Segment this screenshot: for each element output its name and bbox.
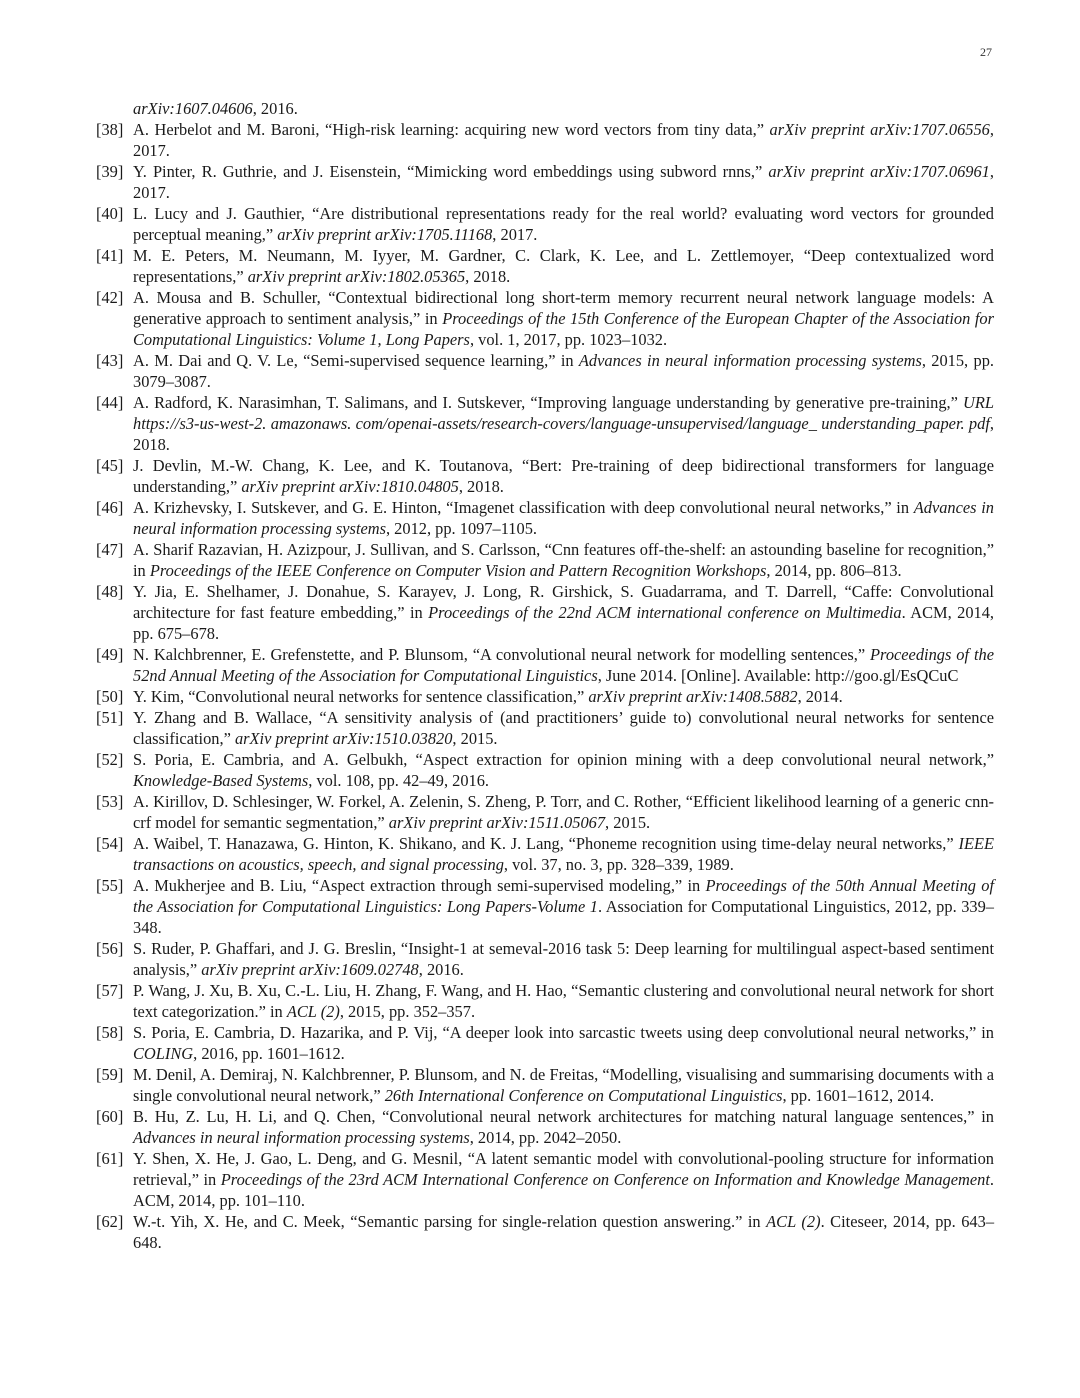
reference-segment: Y. Pinter, R. Guthrie, and J. Eisenstein, “Mimicking word embeddings using subword rnns,” [133,162,769,181]
reference-text [133,1065,994,1105]
reference-segment: M. Denil, A. Demiraj, N. Kalchbrenner, P. Blunsom, and N. de Freitas, “Modelling, visualising and summarising documents with a single convolutional neural network,” [133,1065,994,1105]
reference-venue: arXiv preprint arXiv:1705.11168 [277,225,493,244]
reference-venue: Advances in neural information processing systems [133,1128,470,1147]
reference-segment: , 2015, pp. 352–357. [339,1002,476,1021]
reference-entry [96,980,994,1022]
reference-text [133,498,994,538]
reference-segment: , 2016, pp. 1601–1612. [193,1044,345,1063]
reference-text [133,456,994,496]
reference-text [133,288,994,349]
reference-segment: , 2015. [605,813,651,832]
reference-number: [44] [96,393,124,412]
reference-number: [56] [96,939,124,958]
reference-segment: . ACM, 2014, pp. 675–678. [133,603,994,643]
reference-segment: A. Sharif Razavian, H. Azizpour, J. Sullivan, and S. Carlsson, “Cnn features off-the-shelf: an astounding baseline for recognition,” in [133,540,994,580]
reference-entry [96,938,994,980]
reference-entry [96,1148,994,1211]
reference-venue: COLING [133,1044,194,1063]
reference-entry [96,581,994,644]
reference-number: [39] [96,162,124,181]
reference-segment: , 2012, pp. 1097–1105. [385,519,537,538]
reference-entries [96,119,994,1253]
reference-entry [96,245,994,287]
reference-venue: Advances in neural information processing systems [578,351,922,370]
reference-segment: , 2017. [133,162,994,202]
reference-segment: L. Lucy and J. Gauthier, “Are distributional representations ready for the real world? evaluating word vectors for grounded perceptual meaning,” [133,204,994,244]
reference-segment: A. Mousa and B. Schuller, “Contextual bidirectional long short-term memory recurrent neural network language models: A generative approach to sentiment analysis,” in [133,288,994,328]
reference-text [133,792,994,832]
reference-entry [96,161,994,203]
reference-entry [96,791,994,833]
reference-segment: A. Mukherjee and B. Liu, “Aspect extraction through semi-supervised modeling,” in [133,876,706,895]
reference-entry [96,1211,994,1253]
reference-segment: B. Hu, Z. Lu, H. Li, and Q. Chen, “Convolutional neural network architectures for matching natural language sentences,” in [133,1107,994,1126]
reference-number: [38] [96,120,124,139]
reference-segment: A. M. Dai and Q. V. Le, “Semi-supervised sequence learning,” in [133,351,579,370]
reference-segment: Y. Zhang and B. Wallace, “A sensitivity analysis of (and practitioners’ guide to) convolutional neural networks for sentence classification,” [133,708,994,748]
reference-segment: , 2014. [797,687,843,706]
reference-number: [51] [96,708,124,727]
reference-entry [96,119,994,161]
reference-segment: Y. Kim, “Convolutional neural networks for sentence classification,” [133,687,589,706]
reference-venue: Proceedings of the IEEE Conference on Computer Vision and Pattern Recognition Workshops [149,561,767,580]
reference-entry [96,203,994,245]
reference-entry [96,707,994,749]
reference-text [133,1023,994,1063]
reference-continuation [96,98,994,119]
reference-venue: Proceedings of the 50th Annual Meeting of the Association for Computational Linguistics: Long Papers-Volume 1 [133,876,994,916]
reference-venue: Proceedings of the 23rd ACM International Conference on Conference on Information and Knowledge Management [220,1170,990,1189]
reference-entry [96,1064,994,1106]
reference-segment: , 2014, pp. 2042–2050. [469,1128,622,1147]
reference-segment: . Citeseer, 2014, pp. 643–648. [133,1212,995,1252]
reference-entry [96,539,994,581]
reference-number: [59] [96,1065,124,1084]
reference-venue: IEEE transactions on acoustics, speech, and signal processing [133,834,994,874]
reference-segment: , 2018. [465,267,511,286]
reference-text [133,120,994,160]
reference-segment: A. Waibel, T. Hanazawa, G. Hinton, K. Shikano, and K. J. Lang, “Phoneme recognition using time-delay neural networks,” [133,834,959,853]
reference-segment: , June 2014. [Online]. Available: http://goo.gl/EsQCuC [597,666,959,685]
reference-venue: arXiv preprint arXiv:1707.06556 [769,120,990,139]
reference-number: [43] [96,351,124,370]
reference-segment: W.-t. Yih, X. He, and C. Meek, “Semantic parsing for single-relation question answering.” in [133,1212,767,1231]
reference-text [133,834,994,874]
reference-number: [48] [96,582,124,601]
reference-segment: S. Poria, E. Cambria, D. Hazarika, and P. Vij, “A deeper look into sarcastic tweets using deep convolutional neural networks,” in [133,1023,994,1042]
reference-segment: , vol. 108, pp. 42–49, 2016. [308,771,490,790]
reference-venue: arXiv preprint arXiv:1511.05067 [388,813,606,832]
reference-venue: arXiv:1607.04606 [133,99,253,118]
reference-entry [96,455,994,497]
reference-segment: . Association for Computational Linguistics, 2012, pp. 339–348. [133,897,994,937]
reference-entry [96,287,994,350]
reference-venue: arXiv preprint arXiv:1408.5882 [588,687,798,706]
reference-text [133,393,994,454]
reference-tail: , 2016. [252,99,298,118]
reference-number: [61] [96,1149,124,1168]
reference-text [133,162,994,202]
reference-venue: arXiv preprint arXiv:1510.03820 [234,729,453,748]
reference-text [133,939,994,979]
reference-number: [53] [96,792,124,811]
reference-segment: J. Devlin, M.-W. Chang, K. Lee, and K. Toutanova, “Bert: Pre-training of deep bidirectional transformers for language understanding,” [133,456,994,496]
reference-venue: ACL (2) [286,1002,340,1021]
reference-entry [96,875,994,938]
reference-text [133,204,994,244]
reference-number: [42] [96,288,124,307]
reference-number: [58] [96,1023,124,1042]
reference-segment: . ACM, 2014, pp. 101–110. [133,1170,994,1210]
reference-number: [62] [96,1212,124,1231]
reference-text [133,687,843,706]
reference-segment: , 2014, pp. 806–813. [766,561,902,580]
reference-entry [96,497,994,539]
reference-segment: , 2015. [452,729,498,748]
reference-venue: Proceedings of the 22nd ACM international conference on Multimedia [428,603,902,622]
reference-segment: , 2017. [492,225,538,244]
reference-text [133,351,994,391]
reference-text [133,1212,994,1252]
reference-list [96,98,994,1253]
reference-text [133,582,994,643]
reference-segment: , 2018. [133,414,994,454]
reference-number: [47] [96,540,124,559]
reference-number: [57] [96,981,124,1000]
reference-text [133,981,994,1021]
reference-number: [46] [96,498,124,517]
reference-segment: A. Kirillov, D. Schlesinger, W. Forkel, A. Zelenin, S. Zheng, P. Torr, and C. Rother, “Efficient likelihood learning of a generic cnn-crf model for semantic segmentation,” [133,792,994,832]
reference-segment: , 2015, pp. 3079–3087. [133,351,994,391]
reference-segment: , 2016. [418,960,464,979]
reference-entry [96,644,994,686]
reference-entry [96,1022,994,1064]
reference-segment: P. Wang, J. Xu, B. Xu, C.-L. Liu, H. Zhang, F. Wang, and H. Hao, “Semantic clustering and convolutional neural network for short text categorization.” in [133,981,994,1021]
reference-segment: Y. Shen, X. He, J. Gao, L. Deng, and G. Mesnil, “A latent semantic model with convolutional-pooling structure for information retrieval,” in [133,1149,994,1189]
reference-segment: N. Kalchbrenner, E. Grefenstette, and P. Blunsom, “A convolutional neural network for modelling sentences,” [133,645,871,664]
reference-venue: arXiv preprint arXiv:1609.02748 [201,960,419,979]
reference-number: [55] [96,876,124,895]
reference-segment: , pp. 1601–1612, 2014. [782,1086,935,1105]
reference-venue: Proceedings of the 15th Conference of the European Chapter of the Association for Computational Linguistics: Volume 1, Long Papers [133,309,994,349]
reference-segment: M. E. Peters, M. Neumann, M. Iyyer, M. Gardner, C. Clark, K. Lee, and L. Zettlemoyer, “Deep contextualized word representations,” [133,246,994,286]
reference-venue: Knowledge-Based Systems [133,771,309,790]
reference-entry [96,392,994,455]
reference-segment: , 2017. [133,120,994,160]
reference-number: [45] [96,456,124,475]
reference-text [133,246,994,286]
reference-text [133,1107,994,1147]
reference-text [133,645,994,685]
reference-entry [96,749,994,791]
reference-text [133,876,994,937]
reference-number: [41] [96,246,124,265]
reference-segment: S. Poria, E. Cambria, and A. Gelbukh, “Aspect extraction for opinion mining with a deep convolutional neural network,” [133,750,994,769]
reference-venue: URL https://s3-us-west-2. amazonaws. com/openai-assets/research-covers/language-unsupervised/language_ understanding_paper. pdf [133,393,994,433]
reference-venue: Advances in neural information processing systems [133,498,994,538]
reference-entry [96,1106,994,1148]
reference-number: [40] [96,204,124,223]
reference-entry [96,350,994,392]
reference-segment: , 2018. [458,477,504,496]
reference-text [133,708,994,748]
reference-segment: A. Krizhevsky, I. Sutskever, and G. E. Hinton, “Imagenet classification with deep convolutional neural networks,” in [133,498,914,517]
reference-number: [50] [96,687,124,706]
reference-text [133,540,994,580]
reference-segment: Y. Jia, E. Shelhamer, J. Donahue, S. Karayev, J. Long, R. Girshick, S. Guadarrama, and T. Darrell, “Caffe: Convolutional architecture for fast feature embedding,” in [133,582,994,622]
reference-segment: , vol. 1, 2017, pp. 1023–1032. [469,330,668,349]
reference-venue: 26th International Conference on Computational Linguistics [384,1086,783,1105]
reference-venue: arXiv preprint arXiv:1802.05365 [247,267,466,286]
page-number: 27 [980,45,992,59]
reference-number: [60] [96,1107,124,1126]
reference-number: [49] [96,645,124,664]
reference-venue: arXiv preprint arXiv:1707.06961 [768,162,990,181]
reference-entry [96,833,994,875]
reference-venue: arXiv preprint arXiv:1810.04805 [241,477,459,496]
reference-venue: Proceedings of the 52nd Annual Meeting of the Association for Computational Linguistics [133,645,994,685]
reference-text [133,750,994,790]
reference-segment: A. Herbelot and M. Baroni, “High-risk learning: acquiring new word vectors from tiny data,” [133,120,770,139]
reference-number: [52] [96,750,124,769]
reference-venue: ACL (2) [766,1212,821,1231]
reference-segment: S. Ruder, P. Ghaffari, and J. G. Breslin, “Insight-1 at semeval-2016 task 5: Deep learning for multilingual aspect-based sentiment analysis,” [133,939,994,979]
reference-continuation-text [133,99,298,118]
reference-number: [54] [96,834,124,853]
reference-text [133,1149,994,1210]
reference-segment: , vol. 37, no. 3, pp. 328–339, 1989. [503,855,734,874]
reference-segment: A. Radford, K. Narasimhan, T. Salimans, and I. Sutskever, “Improving language understanding by generative pre-training,” [133,393,964,412]
reference-entry [96,686,994,707]
